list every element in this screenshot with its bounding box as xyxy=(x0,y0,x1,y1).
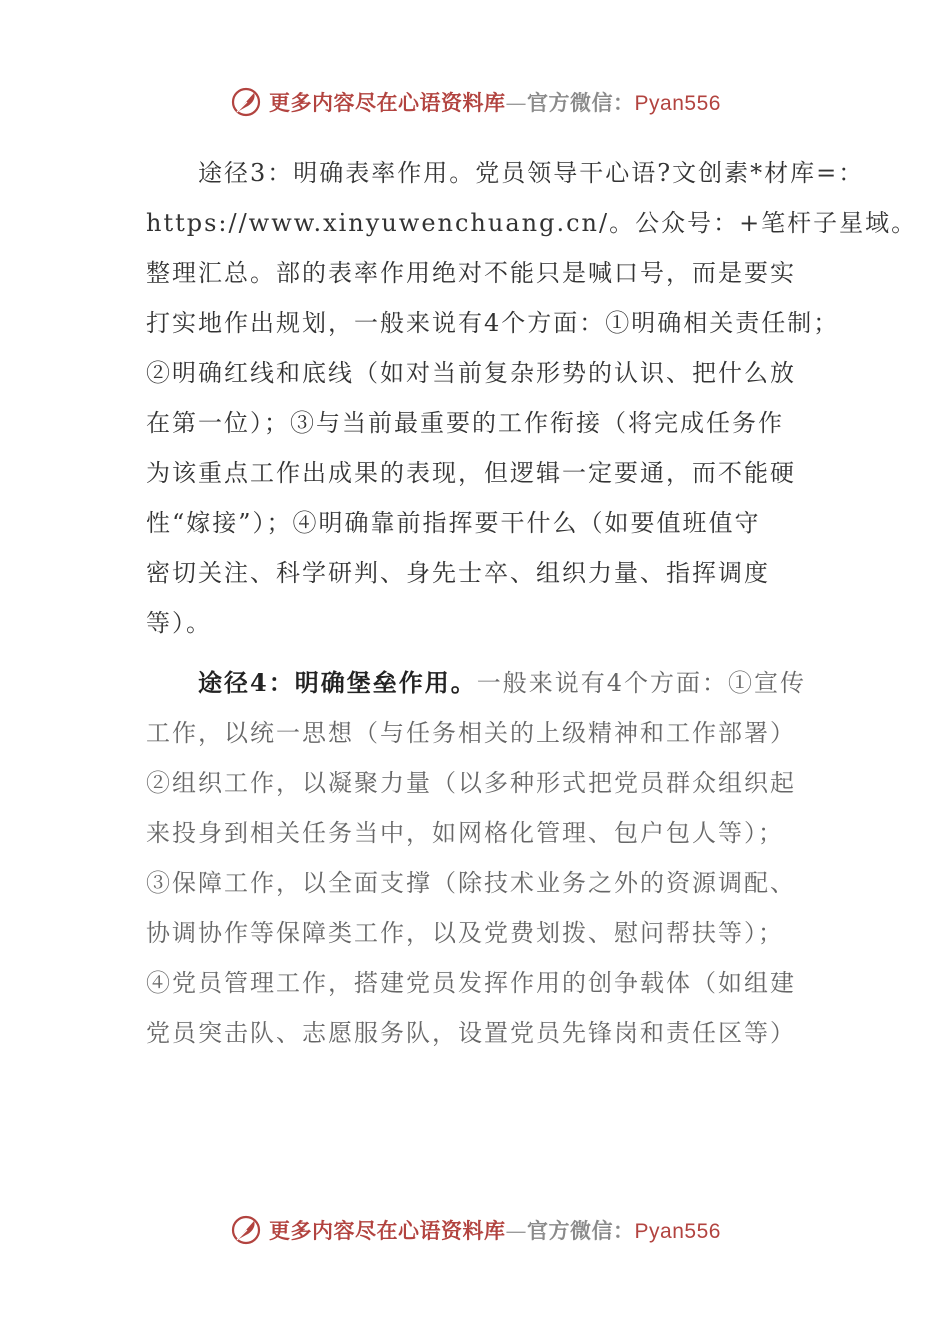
watermark-label: 官方微信： xyxy=(527,1218,635,1243)
text-line: 党员突击队、志愿服务队，设置党员先锋岗和责任区等） xyxy=(146,1019,796,1047)
watermark-id: Pyan556 xyxy=(634,1220,721,1243)
paragraph-approach-4 xyxy=(146,658,836,1058)
text-line: 密切关注、科学研判、身先士卒、组织力量、指挥调度 xyxy=(146,559,770,587)
text-line: 协调协作等保障类工作，以及党费划拨、慰问帮扶等）； xyxy=(146,919,784,947)
text-line: https://www.xinyuwenchuang.cn/。公众号：+笔杆子星域。 xyxy=(146,209,918,237)
quill-logo-icon xyxy=(229,85,263,119)
text-line: 来投身到相关任务当中，如网格化管理、包户包人等）； xyxy=(146,819,784,847)
watermark-main: 更多内容尽在心语资料库 xyxy=(269,90,506,115)
watermark-label: 官方微信： xyxy=(527,90,635,115)
text-line: ④党员管理工作，搭建党员发挥作用的创争载体（如组建 xyxy=(146,969,796,997)
text-line: 工作，以统一思想（与任务相关的上级精神和工作部署） xyxy=(146,719,796,747)
text-line: 等）。 xyxy=(146,609,212,637)
text-line: ③保障工作，以全面支撑（除技术业务之外的资源调配、 xyxy=(146,869,796,897)
watermark-separator: — xyxy=(505,1219,528,1243)
footer-watermark xyxy=(0,1208,950,1252)
text-line: ②明确红线和底线（如对当前复杂形势的认识、把什么放 xyxy=(146,359,796,387)
quill-logo-icon xyxy=(229,1213,263,1247)
watermark-text xyxy=(269,87,721,117)
paragraph-heading: 途径4：明确堡垒作用。 xyxy=(146,668,477,697)
header-watermark xyxy=(0,80,950,124)
text-line: 打实地作出规划，一般来说有4个方面：①明确相关责任制； xyxy=(146,309,840,337)
paragraph-approach-3 xyxy=(146,148,918,648)
text-line: 为该重点工作出成果的表现，但逻辑一定要通，而不能硬 xyxy=(146,459,796,487)
text-line: 途径3：明确表率作用。党员领导干心语?文创素*材库=： xyxy=(146,159,865,187)
watermark-separator: — xyxy=(505,91,528,115)
text-line: 性“嫁接”）；④明确靠前指挥要干什么（如要值班值守 xyxy=(146,509,761,537)
heading-continuation: 一般来说有4个方面：①宣传 xyxy=(476,669,806,697)
text-line: ②组织工作，以凝聚力量（以多种形式把党员群众组织起 xyxy=(146,769,796,797)
text-line: 整理汇总。部的表率作用绝对不能只是喊口号，而是要实 xyxy=(146,259,796,287)
watermark-text xyxy=(269,1215,721,1245)
text-line: 在第一位）；③与当前最重要的工作衔接（将完成任务作 xyxy=(146,409,784,437)
watermark-id: Pyan556 xyxy=(634,92,721,115)
watermark-main: 更多内容尽在心语资料库 xyxy=(269,1218,506,1243)
text-line xyxy=(146,658,836,708)
